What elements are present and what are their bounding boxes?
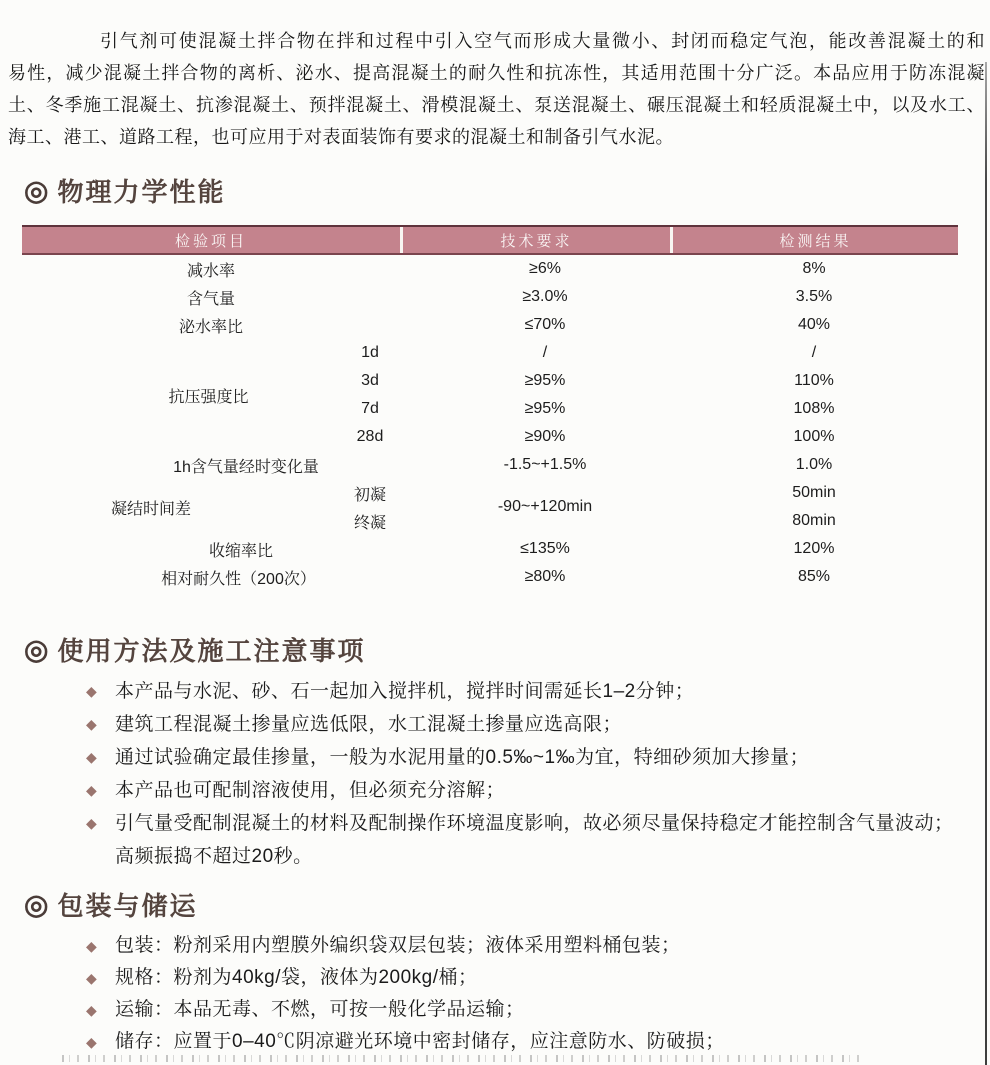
table-cell-item: 减水率: [186, 262, 235, 280]
table-header-row: [22, 225, 958, 255]
bullet-item: [83, 741, 963, 774]
section-heading-usage-notes: [24, 631, 365, 668]
double-circle-icon: ◎: [24, 888, 49, 920]
diamond-bullet-icon: ◆: [86, 970, 97, 986]
bullet-item: [83, 930, 963, 962]
bullet-text: 包装：粉剂采用内塑膜外编织袋双层包装；液体采用塑料桶包装；: [115, 935, 681, 956]
table-cell-subitem: 终凝: [353, 514, 386, 532]
table-cell-item: 收缩率比: [208, 542, 273, 560]
table-header-cell: 检测结果: [670, 227, 958, 253]
diamond-bullet-icon: ◆: [86, 1002, 97, 1018]
table-cell-subitem: 28d: [356, 428, 384, 445]
page-edge-line: [985, 62, 987, 1065]
intro-line: 引气剂可使混凝土拌合物在拌和过程中引入空气而形成大量微小、封闭而稳定气泡，能改善混凝土的和: [100, 31, 985, 51]
bullet-item: [83, 675, 963, 708]
table-cell-req: ≥6%: [529, 260, 561, 277]
section-heading-packaging-storage: [24, 886, 197, 923]
table-cell-result: 80min: [792, 512, 836, 529]
table-cell-result: 100%: [793, 428, 835, 445]
table-cell-req: ≥95%: [524, 400, 566, 417]
table-cell-item: 泌水率比: [178, 318, 243, 336]
table-cell-req: ≥95%: [524, 372, 566, 389]
table-cell-subitem: 初凝: [353, 486, 386, 504]
table-cell-result: 8%: [802, 260, 826, 277]
table-cell-group-label: 凝结时间差: [110, 500, 191, 518]
bullet-text: [115, 807, 954, 873]
table-header-cell: 检验项目: [174, 232, 247, 250]
double-circle-icon: ◎: [24, 633, 49, 665]
double-circle-icon: ◎: [24, 174, 49, 206]
bullet-item: [83, 708, 963, 741]
intro-line: 易性，减少混凝土拌合物的离析、泌水、提高混凝土的耐久性和抗冻性，其适用范围十分广泛。本品应用于防冻混凝: [8, 63, 985, 83]
diamond-bullet-icon: ◆: [86, 1034, 97, 1050]
table-cell-result: 40%: [797, 316, 831, 333]
table-cell-result: 50min: [792, 484, 836, 501]
section-title: 物理力学性能: [57, 177, 226, 207]
bullet-item: [83, 1026, 963, 1058]
table-cell-result: 1.0%: [795, 456, 833, 473]
bullet-item: [83, 807, 963, 873]
table-cell-result: 120%: [793, 540, 835, 557]
section-title: 包装与储运: [57, 891, 198, 921]
table-cell-req: -90~+120min: [497, 498, 593, 515]
table-cell-result: 108%: [793, 400, 835, 417]
table-cell-req: ≥3.0%: [522, 288, 568, 305]
section-heading-physical-properties: [24, 172, 225, 209]
intro-line: 海工、港工、道路工程，也可应用于对表面装饰有要求的混凝土和制备引气水泥。: [8, 127, 674, 147]
diamond-bullet-icon: ◆: [86, 815, 97, 831]
diamond-bullet-icon: ◆: [86, 749, 97, 765]
table-cell-subitem: 1d: [361, 344, 379, 361]
table-cell-group-label: 抗压强度比: [168, 388, 249, 406]
section-title: 使用方法及施工注意事项: [57, 636, 366, 666]
bullet-item: [83, 962, 963, 994]
diamond-bullet-icon: ◆: [86, 938, 97, 954]
table-cell-result: 110%: [794, 372, 834, 389]
table-cell-req: ≤135%: [520, 540, 570, 557]
intro-paragraph: [8, 25, 985, 153]
usage-bullet-list: [83, 675, 963, 873]
table-cell-req: ≤70%: [524, 316, 566, 333]
table-cell-item: 1h含气量经时变化量: [173, 458, 319, 476]
bullet-text: 规格：粉剂为40kg/袋，液体为200kg/桶；: [115, 967, 478, 988]
intro-line: 土、冬季施工混凝土、抗渗混凝土、预拌混凝土、滑模混凝土、泵送混凝土、碾压混凝土和轻质混凝土中，以及水工、: [8, 95, 985, 115]
table-cell-item: 相对耐久性（200次）: [161, 570, 316, 588]
bullet-text: 储存：应置于0–40℃阴凉避光环境中密封储存，应注意防水、防破损；: [115, 1031, 725, 1052]
diamond-bullet-icon: ◆: [86, 716, 97, 732]
table-cell-subitem: 7d: [361, 400, 379, 417]
table-cell-req: ≥90%: [524, 428, 566, 445]
packaging-bullet-list: [83, 930, 963, 1058]
table-header-cell: 技术要求: [400, 227, 670, 253]
physical-properties-table: [22, 225, 958, 591]
table-cell-req: /: [542, 344, 548, 361]
diamond-bullet-icon: ◆: [86, 782, 97, 798]
table-body: [22, 255, 958, 591]
bullet-text: 运输：本品无毒、不燃，可按一般化学品运输；: [115, 999, 525, 1020]
cutoff-text-strip: [62, 1055, 862, 1062]
table-cell-item: 含气量: [186, 290, 235, 308]
table-cell-req: ≥80%: [524, 568, 566, 585]
table-cell-result: 3.5%: [795, 288, 833, 305]
table-cell-result: /: [811, 344, 817, 361]
bullet-text: 本产品也可配制溶液使用，但必须充分溶解；: [115, 780, 506, 801]
bullet-item: [83, 994, 963, 1026]
table-cell-req: -1.5~+1.5%: [503, 456, 587, 473]
bullet-text-line: 引气量受配制混凝土的材料及配制操作环境温度影响，故必须尽量保持稳定才能控制含气量波动；: [115, 813, 954, 834]
bullet-text: 建筑工程混凝土掺量应选低限，水工混凝土掺量应选高限；: [115, 714, 623, 735]
table-cell-result: 85%: [797, 568, 831, 585]
diamond-bullet-icon: ◆: [86, 683, 97, 699]
bullet-item: [83, 774, 963, 807]
table-cell-subitem: 3d: [361, 372, 379, 389]
bullet-text: 通过试验确定最佳掺量，一般为水泥用量的0.5‰~1‰为宜，特细砂须加大掺量；: [115, 747, 810, 768]
bullet-text-line: 高频振捣不超过20秒。: [115, 846, 313, 867]
bullet-text: 本产品与水泥、砂、石一起加入搅拌机，搅拌时间需延长1–2分钟；: [115, 681, 695, 702]
